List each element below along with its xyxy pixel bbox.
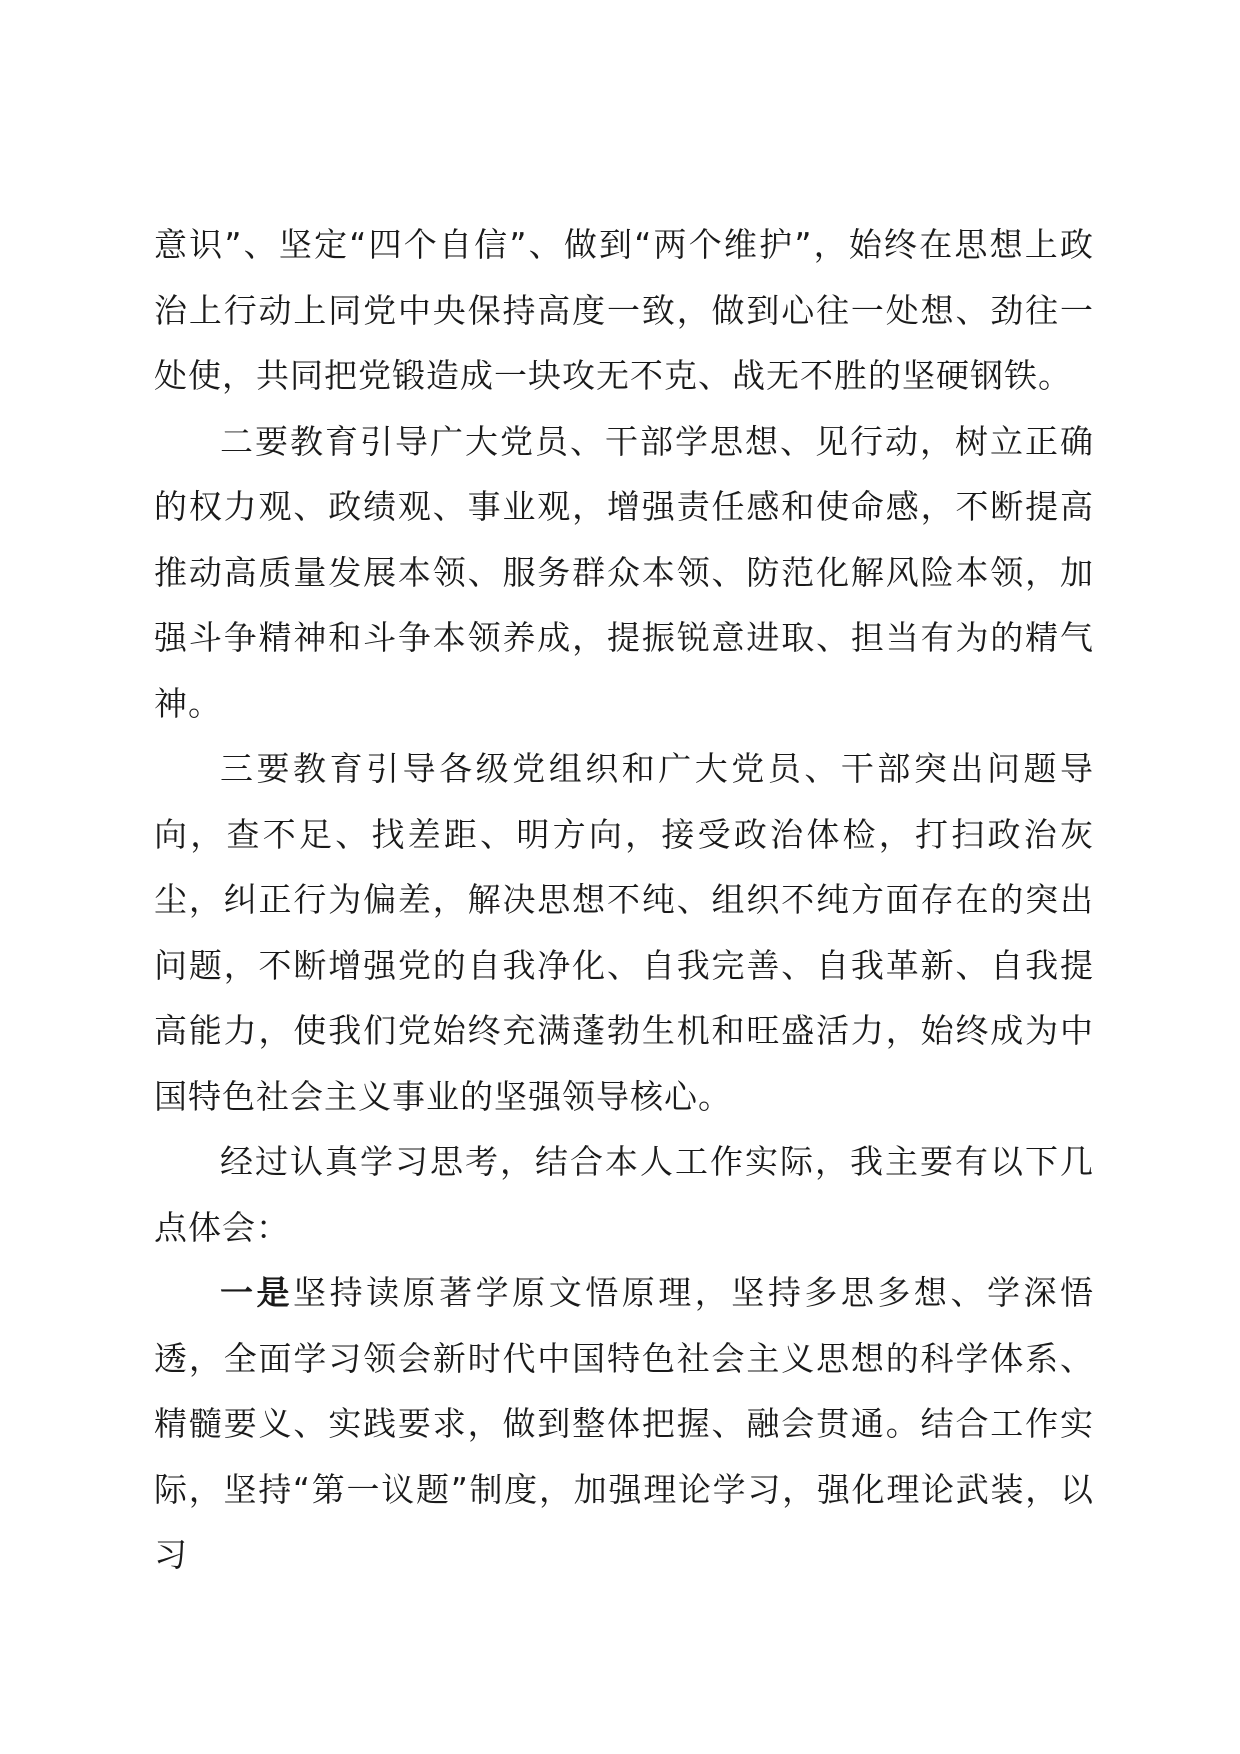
paragraph-5-bold-lead: 一是 (220, 1273, 294, 1312)
paragraph-5 (154, 1260, 1094, 1588)
paragraph-3: 三要教育引导各级党组织和广大党员、干部突出问题导向，查不足、找差距、明方向，接受政治体检，打扫政治灰尘，纠正行为偏差，解决思想不纯、组织不纯方面存在的突出问题，不断增强党的自我净化、自我完善、自我革新、自我提高能力，使我们党始终充满蓬勃生机和旺盛活力，始终成为中国特色社会主义事业的坚强领导核心。 (154, 749, 1094, 1116)
paragraph-4: 经过认真学习思考，结合本人工作实际，我主要有以下几点体会： (154, 1142, 1094, 1247)
paragraph-1: 意识”、坚定“四个自信”、做到“两个维护”，始终在思想上政治上行动上同党中央保持高度一致，做到心往一处想、劲往一处使，共同把党锻造成一块攻无不克、战无不胜的坚硬钢铁。 (154, 225, 1094, 395)
paragraph-5-text: 坚持读原著学原文悟原理，坚持多思多想、学深悟透，全面学习领会新时代中国特色社会主义思想的科学体系、精髓要义、实践要求，做到整体把握、融会贯通。结合工作实际，坚持“第一议题”制度，加强理论学习，强化理论武装，以习 (154, 1273, 1095, 1574)
paragraph-2: 二要教育引导广大党员、干部学思想、见行动，树立正确的权力观、政绩观、事业观，增强责任感和使命感，不断提高推动高质量发展本领、服务群众本领、防范化解风险本领，加强斗争精神和斗争本领养成，提振锐意进取、担当有为的精气神。 (154, 421, 1094, 723)
document-body (154, 212, 1094, 1588)
